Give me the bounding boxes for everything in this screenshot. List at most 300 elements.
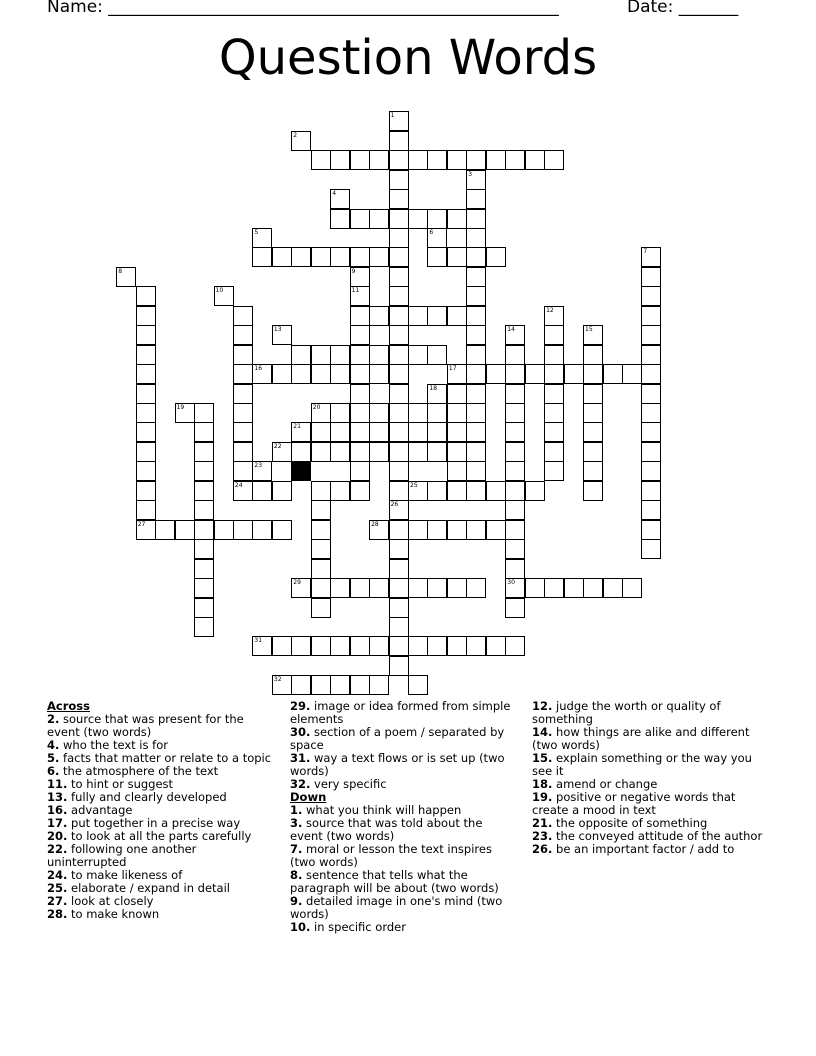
crossword-cell[interactable]	[214, 520, 234, 540]
crossword-cell[interactable]	[350, 150, 370, 170]
crossword-cell[interactable]	[486, 520, 506, 540]
crossword-cell[interactable]	[427, 384, 447, 404]
crossword-cell[interactable]	[466, 325, 486, 345]
crossword-cell[interactable]	[641, 403, 661, 423]
crossword-cell[interactable]	[641, 481, 661, 501]
crossword-cell[interactable]	[252, 520, 272, 540]
down-clue-list	[290, 804, 515, 934]
clue-item	[532, 791, 764, 817]
crossword-cell[interactable]	[505, 422, 525, 442]
clue-number: 10	[215, 287, 224, 295]
crossword-cell[interactable]	[505, 461, 525, 481]
clue-number: 7	[643, 248, 648, 256]
crossword-cell[interactable]	[175, 403, 195, 423]
crossword-cell[interactable]	[427, 481, 447, 501]
crossword-cell[interactable]	[466, 267, 486, 287]
crossword-cell[interactable]	[505, 500, 525, 520]
crossword-cell[interactable]	[466, 442, 486, 462]
crossword-cell[interactable]	[136, 500, 156, 520]
crossword-cell[interactable]	[350, 461, 370, 481]
crossword-cell[interactable]	[330, 422, 350, 442]
crossword-cell[interactable]	[291, 131, 311, 151]
crossword-cell[interactable]	[641, 384, 661, 404]
crossword-cell[interactable]	[330, 345, 350, 365]
clue-number: 24	[234, 481, 243, 489]
crossword-cell[interactable]	[466, 209, 486, 229]
crossword-cell[interactable]	[389, 131, 409, 151]
crossword-cell[interactable]	[330, 403, 350, 423]
crossword-cell[interactable]	[544, 325, 564, 345]
crossword-cell[interactable]	[233, 306, 253, 326]
crossword-cell[interactable]	[330, 364, 350, 384]
crossword-cell[interactable]	[641, 422, 661, 442]
crossword-cell[interactable]	[466, 364, 486, 384]
crossword-cell[interactable]	[252, 247, 272, 267]
crossword-cell[interactable]	[505, 539, 525, 559]
crossword-cell[interactable]	[194, 578, 214, 598]
crossword-cell[interactable]	[136, 422, 156, 442]
crossword-cell[interactable]	[330, 150, 350, 170]
crossword-cell[interactable]	[311, 559, 331, 579]
crossword-cell[interactable]	[505, 403, 525, 423]
crossword-cell[interactable]	[389, 617, 409, 637]
crossword-cell[interactable]	[427, 578, 447, 598]
crossword-cell[interactable]	[583, 325, 603, 345]
clue-item-number: 25.	[47, 881, 68, 895]
crossword-cell[interactable]	[136, 403, 156, 423]
crossword-cell[interactable]	[389, 189, 409, 209]
crossword-cell[interactable]	[252, 481, 272, 501]
crossword-cell[interactable]	[447, 442, 467, 462]
crossword-cell[interactable]	[505, 150, 525, 170]
crossword-cell[interactable]	[311, 364, 331, 384]
crossword-cell[interactable]	[291, 442, 311, 462]
crossword-cell[interactable]	[291, 578, 311, 598]
crossword-cell[interactable]	[311, 539, 331, 559]
crossword-cell[interactable]	[369, 422, 389, 442]
crossword-cell[interactable]	[272, 442, 292, 462]
crossword-cell[interactable]	[544, 345, 564, 365]
crossword-cell[interactable]	[408, 675, 428, 695]
crossword-cell[interactable]	[311, 500, 331, 520]
crossword-cell[interactable]	[447, 306, 467, 326]
crossword-cell[interactable]	[641, 461, 661, 481]
crossword-cell[interactable]	[408, 422, 428, 442]
crossword-cell[interactable]	[233, 481, 253, 501]
crossword-cell[interactable]	[466, 345, 486, 365]
crossword-cell[interactable]	[427, 228, 447, 248]
clue-item-text: very specific	[314, 777, 387, 791]
crossword-cell[interactable]	[233, 325, 253, 345]
crossword-cell[interactable]	[525, 481, 545, 501]
crossword-cell[interactable]	[427, 345, 447, 365]
crossword-cell[interactable]	[194, 539, 214, 559]
crossword-cell[interactable]	[350, 384, 370, 404]
crossword-cell[interactable]	[544, 384, 564, 404]
crossword-cell[interactable]	[136, 442, 156, 462]
crossword-cell[interactable]	[116, 267, 136, 287]
crossword-cell[interactable]	[466, 247, 486, 267]
crossword-cell[interactable]	[350, 209, 370, 229]
crossword-cell[interactable]	[350, 286, 370, 306]
crossword-cell[interactable]	[622, 364, 642, 384]
crossword-cell[interactable]	[369, 675, 389, 695]
crossword-cell[interactable]	[389, 559, 409, 579]
crossword-cell[interactable]	[505, 598, 525, 618]
crossword-cell[interactable]	[544, 578, 564, 598]
crossword-cell[interactable]	[544, 364, 564, 384]
crossword-cell[interactable]	[291, 364, 311, 384]
crossword-cell[interactable]	[350, 481, 370, 501]
crossword-cell[interactable]	[272, 481, 292, 501]
crossword-cell[interactable]	[291, 422, 311, 442]
crossword-cell[interactable]	[583, 481, 603, 501]
crossword-cell[interactable]	[466, 481, 486, 501]
crossword-cell[interactable]	[350, 364, 370, 384]
crossword-cell[interactable]	[194, 422, 214, 442]
crossword-cell[interactable]	[486, 364, 506, 384]
crossword-cell[interactable]	[544, 422, 564, 442]
crossword-cell[interactable]	[330, 189, 350, 209]
crossword-cell[interactable]	[272, 520, 292, 540]
crossword-cell[interactable]	[603, 578, 623, 598]
crossword-cell[interactable]	[505, 442, 525, 462]
crossword-cell[interactable]	[330, 481, 350, 501]
crossword-cell[interactable]	[369, 306, 389, 326]
crossword-cell[interactable]	[311, 150, 331, 170]
crossword-cell[interactable]	[466, 578, 486, 598]
crossword-cell[interactable]	[252, 364, 272, 384]
crossword-cell[interactable]	[136, 520, 156, 540]
crossword-cell[interactable]	[544, 442, 564, 462]
crossword-cell[interactable]	[389, 209, 409, 229]
crossword-cell[interactable]	[330, 209, 350, 229]
crossword-cell[interactable]	[350, 403, 370, 423]
crossword-cell[interactable]	[350, 422, 370, 442]
crossword-cell[interactable]	[447, 150, 467, 170]
crossword-cell[interactable]	[505, 384, 525, 404]
crossword-cell[interactable]	[330, 636, 350, 656]
crossword-cell[interactable]	[136, 286, 156, 306]
crossword-cell[interactable]	[641, 247, 661, 267]
crossword-cell[interactable]	[583, 578, 603, 598]
crossword-cell[interactable]	[408, 636, 428, 656]
crossword-cell[interactable]	[330, 675, 350, 695]
crossword-cell[interactable]	[272, 675, 292, 695]
crossword-cell[interactable]	[330, 247, 350, 267]
crossword-cell[interactable]	[311, 675, 331, 695]
crossword-cell[interactable]	[389, 325, 409, 345]
crossword-cell[interactable]	[369, 364, 389, 384]
crossword-cell[interactable]	[427, 150, 447, 170]
crossword-cell[interactable]	[136, 384, 156, 404]
crossword-cell[interactable]	[291, 247, 311, 267]
crossword-cell[interactable]	[447, 209, 467, 229]
clue-item-text: source that was told about the event (two words)	[290, 816, 483, 843]
crossword-cell[interactable]	[311, 598, 331, 618]
crossword-cell[interactable]	[486, 150, 506, 170]
crossword-cell[interactable]	[505, 578, 525, 598]
crossword-cell[interactable]	[447, 403, 467, 423]
crossword-cell[interactable]	[641, 325, 661, 345]
crossword-cell[interactable]	[544, 461, 564, 481]
crossword-cell[interactable]	[389, 306, 409, 326]
crossword-cell[interactable]	[369, 247, 389, 267]
crossword-cell[interactable]	[233, 403, 253, 423]
crossword-cell[interactable]	[389, 228, 409, 248]
crossword-cell[interactable]	[408, 520, 428, 540]
crossword-cell[interactable]	[408, 578, 428, 598]
crossword-cell[interactable]	[330, 578, 350, 598]
crossword-cell[interactable]	[389, 442, 409, 462]
crossword-cell[interactable]	[544, 403, 564, 423]
crossword-cell[interactable]	[350, 345, 370, 365]
clue-item-number: 3.	[290, 816, 303, 830]
crossword-cell[interactable]	[408, 209, 428, 229]
crossword-cell[interactable]	[525, 578, 545, 598]
crossword-cell[interactable]	[505, 559, 525, 579]
crossword-cell[interactable]	[389, 500, 409, 520]
crossword-cell[interactable]	[466, 170, 486, 190]
crossword-cell[interactable]	[447, 364, 467, 384]
crossword-cell[interactable]	[389, 539, 409, 559]
crossword-cell[interactable]	[136, 345, 156, 365]
crossword-cell[interactable]	[583, 384, 603, 404]
crossword-cell[interactable]	[233, 422, 253, 442]
crossword-cell[interactable]	[564, 364, 584, 384]
crossword-cell[interactable]	[466, 384, 486, 404]
crossword-cell[interactable]	[466, 403, 486, 423]
crossword-cell[interactable]	[330, 442, 350, 462]
crossword-cell[interactable]	[233, 442, 253, 462]
crossword-cell[interactable]	[641, 442, 661, 462]
crossword-cell[interactable]	[136, 481, 156, 501]
crossword-cell[interactable]	[233, 520, 253, 540]
crossword-cell[interactable]	[447, 384, 467, 404]
crossword-cell[interactable]	[136, 364, 156, 384]
crossword-cell[interactable]	[505, 481, 525, 501]
crossword-cell[interactable]	[389, 481, 409, 501]
crossword-cell[interactable]	[583, 422, 603, 442]
crossword-cell[interactable]	[408, 403, 428, 423]
crossword-cell[interactable]	[272, 636, 292, 656]
crossword-cell[interactable]	[486, 636, 506, 656]
crossword-cell[interactable]	[583, 364, 603, 384]
crossword-cell[interactable]	[214, 286, 234, 306]
crossword-cell[interactable]	[311, 442, 331, 462]
crossword-cell[interactable]	[389, 170, 409, 190]
crossword-cell[interactable]	[389, 267, 409, 287]
crossword-cell[interactable]	[427, 306, 447, 326]
crossword-cell[interactable]	[311, 636, 331, 656]
crossword-cell[interactable]	[389, 286, 409, 306]
crossword-cell[interactable]	[389, 656, 409, 676]
crossword-cell[interactable]	[408, 345, 428, 365]
crossword-cell[interactable]	[603, 364, 623, 384]
crossword-cell[interactable]	[272, 364, 292, 384]
crossword-cell[interactable]	[505, 520, 525, 540]
crossword-cell[interactable]	[311, 481, 331, 501]
crossword-cell[interactable]	[447, 461, 467, 481]
crossword-cell[interactable]	[291, 636, 311, 656]
crossword-cell[interactable]	[622, 578, 642, 598]
crossword-cell[interactable]	[194, 617, 214, 637]
crossword-cell[interactable]	[311, 578, 331, 598]
crossword-cell[interactable]	[272, 247, 292, 267]
crossword-cell[interactable]	[369, 150, 389, 170]
crossword-cell[interactable]	[175, 520, 195, 540]
crossword-cell[interactable]	[272, 325, 292, 345]
crossword-cell[interactable]	[369, 442, 389, 462]
crossword-cell[interactable]	[233, 461, 253, 481]
crossword-cell[interactable]	[505, 364, 525, 384]
crossword-cell[interactable]	[447, 422, 467, 442]
crossword-cell[interactable]	[389, 403, 409, 423]
crossword-cell[interactable]	[389, 578, 409, 598]
crossword-cell[interactable]	[291, 345, 311, 365]
crossword-cell[interactable]	[427, 520, 447, 540]
crossword-cell[interactable]	[369, 636, 389, 656]
crossword-cell[interactable]	[408, 481, 428, 501]
crossword-cell[interactable]	[466, 228, 486, 248]
clue-item	[47, 713, 272, 739]
crossword-cell[interactable]	[311, 247, 331, 267]
crossword-cell[interactable]	[194, 520, 214, 540]
clue-item-text: the opposite of something	[556, 816, 708, 830]
crossword-cell[interactable]	[389, 520, 409, 540]
crossword-cell[interactable]	[252, 461, 272, 481]
crossword-cell[interactable]	[466, 422, 486, 442]
clue-item	[290, 752, 515, 778]
crossword-cell[interactable]	[427, 636, 447, 656]
crossword-cell[interactable]	[583, 403, 603, 423]
crossword-cell[interactable]	[389, 636, 409, 656]
crossword-cell[interactable]	[447, 520, 467, 540]
crossword-cell[interactable]	[427, 247, 447, 267]
crossword-cell[interactable]	[408, 442, 428, 462]
crossword-cell[interactable]	[544, 150, 564, 170]
crossword-cell[interactable]	[252, 636, 272, 656]
crossword-cell[interactable]	[389, 384, 409, 404]
crossword-cell[interactable]	[369, 520, 389, 540]
crossword-cell[interactable]	[194, 403, 214, 423]
crossword-cell[interactable]	[466, 461, 486, 481]
crossword-cell[interactable]	[466, 286, 486, 306]
crossword-cell[interactable]	[194, 598, 214, 618]
crossword-cell[interactable]	[447, 481, 467, 501]
crossword-cell[interactable]	[350, 247, 370, 267]
crossword-cell[interactable]	[408, 306, 428, 326]
crossword-cell[interactable]	[466, 189, 486, 209]
crossword-cell[interactable]	[408, 150, 428, 170]
crossword-cell[interactable]	[427, 403, 447, 423]
crossword-cell[interactable]	[350, 306, 370, 326]
crossword-cell[interactable]	[447, 636, 467, 656]
clue-item-text: fully and clearly developed	[71, 790, 227, 804]
crossword-cell[interactable]	[486, 247, 506, 267]
crossword-cell[interactable]	[427, 442, 447, 462]
crossword-cell[interactable]	[369, 345, 389, 365]
crossword-cell[interactable]	[350, 325, 370, 345]
crossword-cell[interactable]	[641, 539, 661, 559]
crossword-cell[interactable]	[369, 578, 389, 598]
crossword-cell[interactable]	[641, 286, 661, 306]
crossword-cell[interactable]	[252, 228, 272, 248]
crossword-cell[interactable]	[369, 403, 389, 423]
crossword-cell[interactable]	[505, 325, 525, 345]
crossword-cell[interactable]	[311, 403, 331, 423]
crossword-cell[interactable]	[486, 481, 506, 501]
crossword-cell[interactable]	[389, 345, 409, 365]
crossword-cell[interactable]	[525, 364, 545, 384]
crossword-cell[interactable]	[350, 442, 370, 462]
crossword-cell[interactable]	[389, 111, 409, 131]
crossword-cell[interactable]	[583, 461, 603, 481]
crossword-cell[interactable]	[544, 306, 564, 326]
crossword-cell[interactable]	[525, 150, 545, 170]
clue-number: 32	[273, 676, 282, 684]
crossword-cell[interactable]	[447, 578, 467, 598]
crossword-cell[interactable]	[466, 520, 486, 540]
crossword-cell[interactable]	[194, 559, 214, 579]
crossword-cell[interactable]	[350, 675, 370, 695]
crossword-cell[interactable]	[233, 364, 253, 384]
crossword-cell[interactable]	[641, 345, 661, 365]
crossword-cell[interactable]	[233, 384, 253, 404]
crossword-cell[interactable]	[505, 636, 525, 656]
crossword-cell[interactable]	[311, 422, 331, 442]
crossword-cell[interactable]	[641, 306, 661, 326]
crossword-cell[interactable]	[389, 364, 409, 384]
crossword-cell[interactable]	[466, 636, 486, 656]
crossword-cell[interactable]	[311, 345, 331, 365]
crossword-cell[interactable]	[389, 422, 409, 442]
crossword-cell[interactable]	[311, 520, 331, 540]
crossword-cell[interactable]	[369, 209, 389, 229]
crossword-cell[interactable]	[641, 364, 661, 384]
crossword-cell[interactable]	[583, 345, 603, 365]
crossword-cell[interactable]	[155, 520, 175, 540]
crossword-cell[interactable]	[389, 150, 409, 170]
crossword-cell[interactable]	[427, 209, 447, 229]
crossword-cell[interactable]	[350, 636, 370, 656]
crossword-cell[interactable]	[564, 578, 584, 598]
crossword-cell[interactable]	[505, 345, 525, 365]
crossword-cell[interactable]	[389, 461, 409, 481]
crossword-cell[interactable]	[641, 520, 661, 540]
crossword-cell[interactable]	[136, 325, 156, 345]
crossword-cell[interactable]	[427, 422, 447, 442]
crossword-cell[interactable]	[389, 247, 409, 267]
crossword-cell[interactable]	[136, 461, 156, 481]
crossword-cell[interactable]	[194, 481, 214, 501]
crossword-cell[interactable]	[466, 150, 486, 170]
crossword-cell[interactable]	[641, 500, 661, 520]
crossword-cell[interactable]	[194, 442, 214, 462]
crossword-cell[interactable]	[291, 675, 311, 695]
crossword-cell[interactable]	[641, 267, 661, 287]
crossword-cell[interactable]	[233, 345, 253, 365]
crossword-cell[interactable]	[194, 500, 214, 520]
crossword-cell[interactable]	[389, 598, 409, 618]
crossword-cell[interactable]	[136, 306, 156, 326]
crossword-cell[interactable]	[350, 578, 370, 598]
crossword-cell[interactable]	[194, 461, 214, 481]
crossword-cell[interactable]	[447, 247, 467, 267]
crossword-cell[interactable]	[583, 442, 603, 462]
crossword-cell[interactable]	[350, 267, 370, 287]
crossword-cell[interactable]	[466, 306, 486, 326]
